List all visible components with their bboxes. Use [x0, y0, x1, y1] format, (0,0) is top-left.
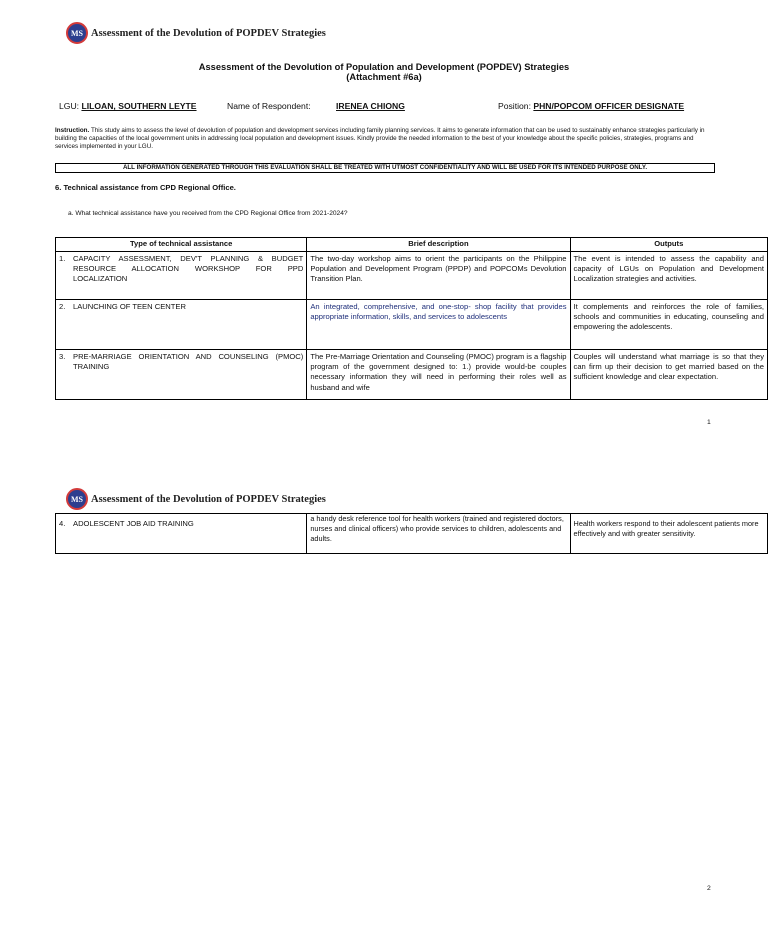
- page-header: [66, 488, 326, 510]
- respondent-label: Name of Respondent:: [227, 101, 311, 111]
- type-text: ADOLESCENT JOB AID TRAINING: [73, 519, 194, 528]
- header-type: Type of technical assistance: [56, 238, 307, 252]
- popcom-logo: MS: [66, 488, 88, 510]
- cell-type: [56, 350, 307, 400]
- header-title: Assessment of the Devolution of POPDEV Strategies: [91, 493, 326, 505]
- row-number: 1.: [59, 254, 66, 263]
- question-text: a. What technical assistance have you received from the CPD Regional Office from 2021-2024?: [68, 210, 348, 217]
- instruction-label: Instruction.: [55, 127, 90, 134]
- lgu-label: LGU:: [59, 101, 80, 111]
- lgu-field: [59, 101, 197, 111]
- confidentiality-notice: ALL INFORMATION GENERATED THROUGH THIS EVALUATION SHALL BE TREATED WITH UTMOST CONFIDENTIALITY AND WILL BE USED FOR ITS INTENDED PURPOSE ONLY.: [55, 163, 715, 173]
- type-text: CAPACITY ASSESSMENT, DEV'T PLANNING & BUDGET RESOURCE ALLOCATION WORKSHOP FOR PPD LOCALIZATION: [73, 254, 304, 284]
- table-row: [56, 514, 768, 554]
- respondent-field: [336, 101, 405, 111]
- cell-outputs: Couples will understand what marriage is so that they can firm up their decision to get married based on the sufficient knowledge and clear expectation.: [570, 350, 767, 400]
- page-number: 2: [707, 885, 711, 892]
- table-row: [56, 300, 768, 350]
- instruction-text: This study aims to assess the level of devolution of population and development services including family planning services. It aims to generate information that can be used to sustainably enhance strategies particularly in building the capacities of the local government units in addressing local population and development issues. Kindly provide the needed information to the best of your knowledge about the specific policies, strategies, programs and services implemented in your LGU.: [55, 127, 705, 150]
- type-text: PRE-MARRIAGE ORIENTATION AND COUNSELING (PMOC) TRAINING: [73, 352, 304, 372]
- row-number: 4.: [59, 519, 66, 528]
- table-row: [56, 252, 768, 300]
- table-row: [56, 350, 768, 400]
- page-header: [66, 22, 326, 44]
- cell-type: [56, 300, 307, 350]
- position-value: PHN/POPCOM OFFICER DESIGNATE: [533, 101, 685, 111]
- lgu-value: LILOAN, SOUTHERN LEYTE: [81, 101, 197, 111]
- table-header-row: [56, 238, 768, 252]
- position-field: [498, 101, 684, 111]
- cell-description: a handy desk reference tool for health workers (trained and registered doctors, nurses and clinical officers) who provide services to children, adolescents and adults.: [307, 514, 570, 554]
- technical-assistance-table: [55, 237, 768, 400]
- row-number: 3.: [59, 352, 66, 361]
- cell-description: An integrated, comprehensive, and one-stop- shop facility that provides appropriate information, skills, and services to adolescents: [307, 300, 570, 350]
- instruction-block: [55, 127, 715, 151]
- type-text: LAUNCHING OF TEEN CENTER: [73, 302, 186, 311]
- cell-outputs: The event is intended to assess the capability and capacity of LGUs on Population and Development Localization strategies and activities.: [570, 252, 767, 300]
- document-subtitle: (Attachment #6a): [346, 72, 422, 82]
- respondent-value: IRENEA CHIONG: [336, 101, 405, 111]
- header-title: Assessment of the Devolution of POPDEV Strategies: [91, 27, 326, 39]
- cell-type: [56, 252, 307, 300]
- cell-type: [56, 514, 307, 554]
- row-number: 2.: [59, 302, 66, 311]
- cell-description: The two-day workshop aims to orient the participants on the Philippine Population and Development Program (PPDP) and POPCOMs Devolution Transition Plan.: [307, 252, 570, 300]
- page-number: 1: [707, 419, 711, 426]
- popcom-logo: MS: [66, 22, 88, 44]
- cell-description: The Pre-Marriage Orientation and Counseling (PMOC) program is a flagship program of the government designed to: 1.) provide would-be couples necessary information they will need in performing their roles well as husband and wife: [307, 350, 570, 400]
- document-title: Assessment of the Devolution of Population and Development (POPDEV) Strategies: [198, 62, 570, 72]
- cell-outputs: It complements and reinforces the role of families, schools and communities in educating, counseling and empowering the adolescents.: [570, 300, 767, 350]
- position-label: Position:: [498, 101, 531, 111]
- technical-assistance-table-continued: [55, 513, 768, 554]
- section-heading: 6. Technical assistance from CPD Regional Office.: [55, 183, 236, 192]
- header-outputs: Outputs: [570, 238, 767, 252]
- header-description: Brief description: [307, 238, 570, 252]
- cell-outputs: Health workers respond to their adolescent patients more effectively and with greater sensitivity.: [570, 514, 767, 554]
